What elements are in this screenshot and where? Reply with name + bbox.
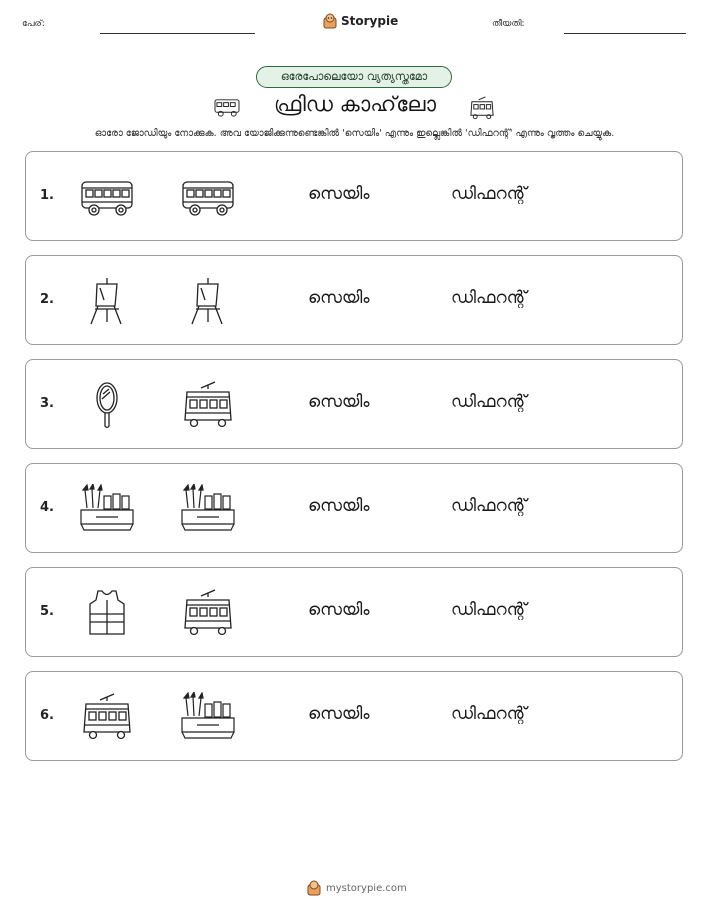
question-number: 5. (40, 604, 54, 619)
question-row (25, 255, 683, 345)
option-different[interactable]: ഡിഫറന്റ് (451, 184, 527, 204)
question-row (25, 567, 683, 657)
easel-icon (78, 276, 136, 326)
question-number: 2. (40, 292, 54, 307)
footer-url[interactable]: mystorypie.com (326, 882, 407, 894)
option-same[interactable]: സെയിം (308, 392, 370, 412)
option-different[interactable]: ഡിഫറന്റ് (451, 600, 527, 620)
footer (307, 880, 407, 896)
date-label: തീയതി: (492, 19, 525, 29)
page-title: ഫ്രിഡ കാഹ്‌ലോ (273, 92, 437, 116)
question-row (25, 151, 683, 241)
title-tram-icon (468, 95, 496, 125)
option-different[interactable]: ഡിഫറന്റ് (451, 392, 527, 412)
instructions: ഓരോ ജോഡിയും നോക്കുക. അവ യോജിക്കുന്നുണ്ടെങ്കിൽ 'സെയിം' എന്നും ഇല്ലെങ്കിൽ 'ഡിഫറന്റ്' എന്നും വൃത്തം ചെയ്യുക. (94, 128, 615, 139)
easel-icon (179, 276, 237, 326)
option-different[interactable]: ഡിഫറന്റ് (451, 704, 527, 724)
worksheet-type-badge: ഒരേപോലെയോ വ്യത്യസ്തമോ (256, 66, 452, 88)
vest-icon (78, 588, 136, 638)
option-same[interactable]: സെയിം (308, 288, 370, 308)
tram-icon (78, 692, 136, 742)
option-same[interactable]: സെയിം (308, 704, 370, 724)
storypie-logo-icon (323, 13, 337, 29)
option-same[interactable]: സെയിം (308, 600, 370, 620)
date-line[interactable] (564, 33, 686, 34)
storypie-footer-logo-icon (307, 880, 321, 896)
paint-box-icon (179, 692, 237, 742)
name-label: പേര്: (22, 19, 45, 29)
brand-name: Storypie (341, 14, 399, 28)
paint-box-icon (179, 484, 237, 534)
name-line[interactable] (100, 33, 255, 34)
question-number: 1. (40, 188, 54, 203)
bus-icon (78, 172, 136, 222)
tram-icon (179, 588, 237, 638)
paint-box-icon (78, 484, 136, 534)
bus-icon (179, 172, 237, 222)
option-same[interactable]: സെയിം (308, 184, 370, 204)
option-different[interactable]: ഡിഫറന്റ് (451, 288, 527, 308)
question-row (25, 463, 683, 553)
question-row (25, 359, 683, 449)
mirror-icon (78, 380, 136, 430)
brand (323, 13, 398, 29)
tram-icon (179, 380, 237, 430)
option-same[interactable]: സെയിം (308, 496, 370, 516)
question-number: 4. (40, 500, 54, 515)
option-different[interactable]: ഡിഫറന്റ് (451, 496, 527, 516)
question-number: 3. (40, 396, 54, 411)
question-row (25, 671, 683, 761)
question-number: 6. (40, 708, 54, 723)
